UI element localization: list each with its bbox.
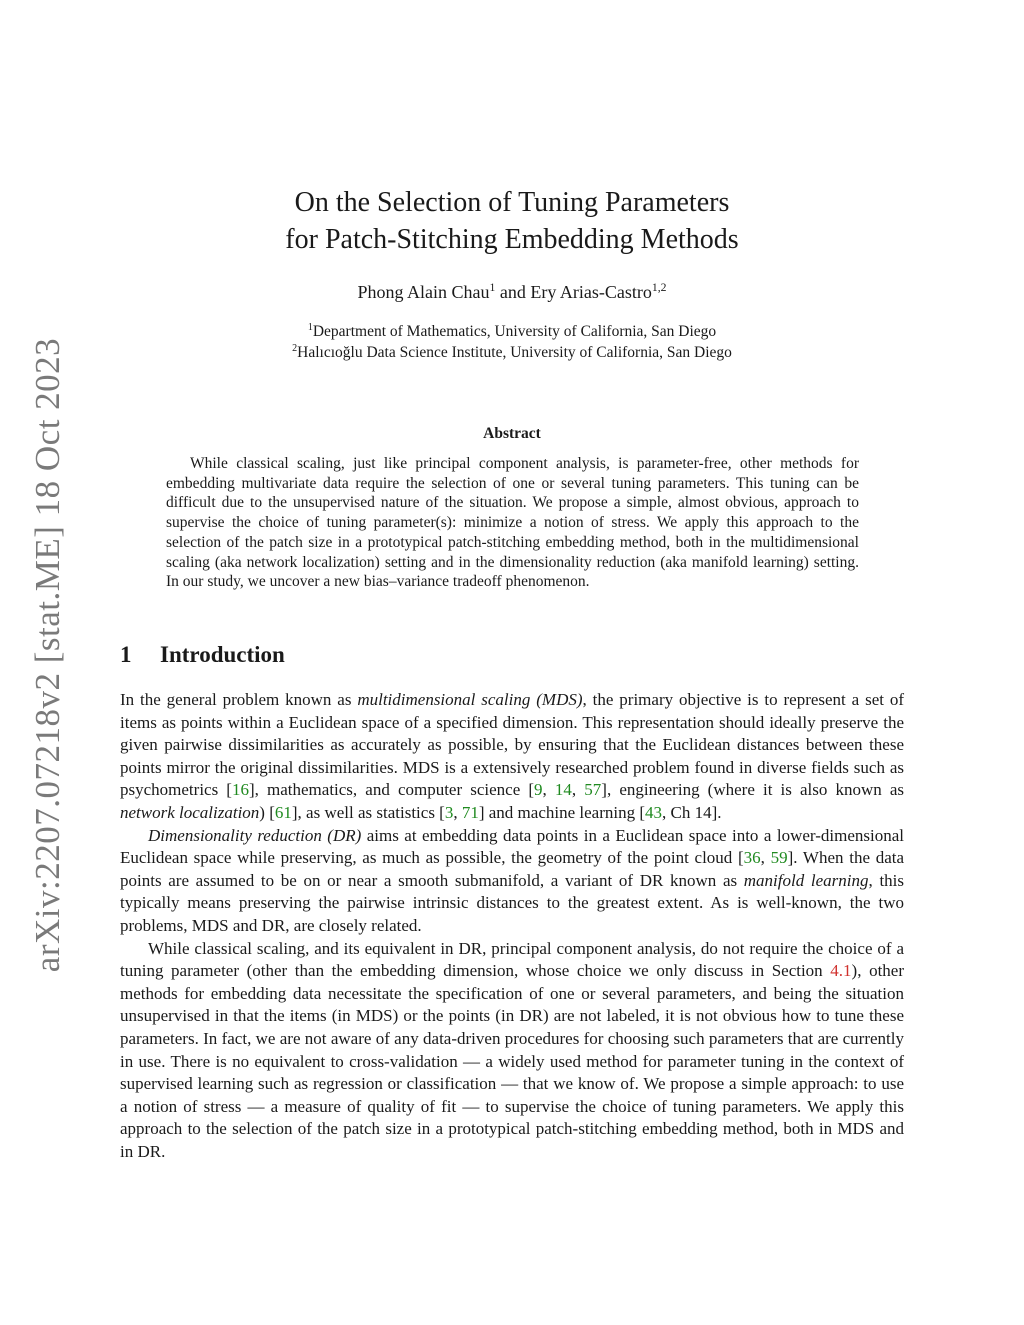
- arxiv-identifier-text: arXiv:2207.07218v2 [stat.ME] 18 Oct 2023: [28, 337, 67, 973]
- affiliation-2-text: Halıcıoğlu Data Science Institute, University of California, San Diego: [297, 344, 732, 361]
- text-run: ], engineering (where it is also known as: [601, 780, 905, 800]
- affiliation-2-mark: 2: [292, 342, 298, 354]
- citation-link[interactable]: 43: [645, 802, 662, 822]
- author-conjunction: and: [495, 282, 531, 302]
- emphasis-mds: multidimensional scaling (MDS): [357, 690, 583, 709]
- abstract-text: While classical scaling, just like principal component analysis, is parameter-free, other methods for embedding multivariate data require the selection of one or several tuning parameters. This tuning can be difficult due to the unsupervised nature of the situation. We propose a simple, almost obvious, approach to supervise the choice of tuning parameter(s): minimize a notion of stress. We apply this approach to the selection of the patch size in a prototypical patch-stitching embedding method, both in the multidimensional scaling (aka network localization) setting and in the dimensionality reduction (aka manifold learning) setting. In our study, we uncover a new bias–variance tradeoff phenomenon.: [166, 455, 859, 591]
- text-run: , this typically means preserving the pairwise intrinsic distances to the greatest extent. As is well-known, the two problems, MDS and DR, are closely related.: [120, 870, 904, 935]
- text-run: ]. When the data points are assumed to be on or near a smooth submanifold, a variant of DR known as: [120, 848, 905, 890]
- text-run: ], as well as statistics [: [291, 802, 445, 822]
- introduction-body: [120, 689, 904, 1163]
- citation-link[interactable]: 61: [274, 802, 292, 822]
- author-1: Phong Alain Chau: [357, 282, 490, 302]
- affiliation-2: [0, 342, 1024, 363]
- text-run: ] and machine learning [: [478, 802, 645, 822]
- paragraph-1: [120, 689, 904, 825]
- text-run: ,: [453, 802, 462, 822]
- paragraph-3: [120, 938, 904, 1164]
- citation-link[interactable]: 71: [461, 802, 479, 822]
- emphasis-manifold-learning: manifold learning: [743, 870, 869, 890]
- title-line-2: for Patch-Stitching Embedding Methods: [285, 224, 739, 255]
- paper-title: [0, 184, 1024, 258]
- affiliations: [0, 321, 1024, 363]
- citation-link[interactable]: 59: [770, 848, 788, 868]
- author-2: Ery Arias-Castro: [530, 282, 652, 302]
- author-2-affil-mark: 1,2: [651, 281, 667, 294]
- citation-link[interactable]: 9: [534, 780, 543, 800]
- author-1-affil-mark: 1: [489, 281, 496, 294]
- citation-link[interactable]: 36: [743, 848, 761, 868]
- text-run: aims at embedding data points in a Euclidean space into a lower-dimensional Euclidean space while preserving, as much as possible, the geometry of the point cloud [: [120, 825, 904, 868]
- affiliation-1: [0, 321, 1024, 342]
- section-crossref-link[interactable]: 4.1: [830, 961, 852, 981]
- citation-link[interactable]: 57: [584, 780, 602, 800]
- abstract-heading: Abstract: [483, 425, 541, 442]
- section-title: Introduction: [160, 642, 285, 667]
- text-run: In the general problem known as: [120, 690, 358, 709]
- text-run: , the primary objective is to represent a set of items as points within a Euclidean space of a specified dimension. This representation should ideally preserve the given pairwise dissimilarities as accurately as possible, by ensuring that the Euclidean distances between these points mirror the original dissimilarities. MDS is a extensively researched problem found in diverse fields such as psychometrics [: [120, 690, 905, 800]
- text-run: ) [: [259, 802, 275, 822]
- emphasis-dimensionality-reduction: Dimensionality reduction (DR): [148, 825, 362, 845]
- paragraph-2: [120, 825, 904, 938]
- emphasis-network-localization: network localization: [120, 802, 260, 822]
- section-heading: [120, 642, 285, 668]
- title-line-1: On the Selection of Tuning Parameters: [294, 187, 730, 218]
- citation-link[interactable]: 16: [231, 780, 249, 800]
- text-run: ), other methods for embedding data necessitate the specification of one or several parameters, and being the situation unsupervised in that the items (in MDS) or the points (in DR) are not labeled, it is not obvious how to tune these parameters. In fact, we are not aware of any data-driven procedures for choosing such parameters that are currently in use. There is no equivalent to cross-validation — a widely used method for parameter tuning in the context of supervised learning such as regression or classification — that we know of. We propose a simple approach: to use a notion of stress — a measure of quality of fit — to supervise the choice of tuning parameters. We apply this approach to the selection of the patch size in a prototypical patch-stitching embedding method, both in MDS and in DR.: [120, 961, 904, 1161]
- text-run: While classical scaling, and its equivalent in DR, principal component analysis, do not require the choice of a tuning parameter (other than the embedding dimension, whose choice we only discuss in Section: [120, 938, 904, 981]
- citation-link[interactable]: 14: [554, 780, 572, 800]
- citation-link[interactable]: 3: [444, 802, 454, 822]
- text-run: ,: [760, 848, 771, 868]
- text-run: ], mathematics, and computer science [: [248, 780, 535, 800]
- author-list: [0, 282, 1024, 303]
- section-number: 1: [120, 642, 132, 667]
- affiliation-1-mark: 1: [307, 321, 313, 333]
- text-run: ,: [542, 780, 555, 800]
- affiliation-1-text: Department of Mathematics, University of California, San Diego: [312, 323, 717, 340]
- text-run: , Ch 14].: [662, 802, 722, 822]
- text-run: ,: [571, 780, 585, 800]
